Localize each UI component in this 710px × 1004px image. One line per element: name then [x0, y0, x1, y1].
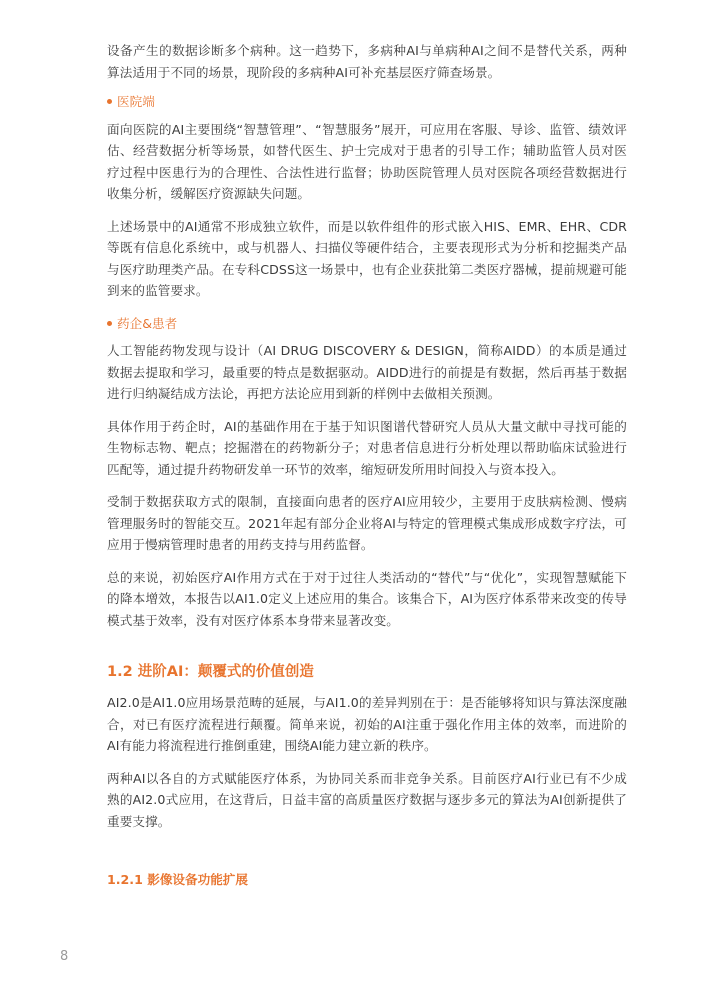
paragraph-hospital-1: 面向医院的AI主要围绕“智慧管理”、“智慧服务”展开，可应用在客服、导诊、监管、绩效评估、经营数据分析等场景，如替代医生、护士完成对于患者的引导工作；辅助监管人员对医疗过程中医患行为的合理性、合法性进行监督；协助医院管理人员对医院各项经营数据进行收集分析，缓解医疗资源缺失问题。 [107, 121, 627, 201]
paragraph-ai2-2: 两种AI以各自的方式赋能医疗体系，为协同关系而非竞争关系。目前医疗AI行业已有不少成熟的AI2.0式应用，在这背后，日益丰富的高质量医疗数据与逐步多元的算法为AI创新提供了重要支撑。 [107, 770, 627, 829]
subsection-title: 1.2.1 影像设备功能扩展 [107, 872, 248, 887]
bullet-dot-icon [107, 99, 112, 104]
page-content [107, 40, 627, 890]
bullet-heading-hospital [107, 91, 627, 113]
paragraph-summary: 总的来说，初始医疗AI作用方式在于对于过往人类活动的“替代”与“优化”，实现智慧赋能下的降本增效，本报告以AI1.0定义上述应用的集合。该集合下，AI为医疗体系带来改变的传导模式基于效率，没有对医疗体系本身带来显著改变。 [107, 569, 627, 628]
bullet-heading-pharma [107, 313, 627, 335]
section-title: 1.2 进阶AI：颠覆式的价值创造 [107, 664, 314, 680]
bullet-heading-hospital-label: 医院端 [117, 94, 155, 109]
page-number: 8 [60, 949, 69, 964]
bullet-heading-pharma-label: 药企&患者 [117, 315, 178, 331]
paragraph-hospital-2: 上述场景中的AI通常不形成独立软件，而是以软件组件的形式嵌入HIS、EMR、EHR、CDR等既有信息化系统中，或与机器人、扫描仪等硬件结合，主要表现形式为分析和挖掘类产品与医疗助理类产品。在专科CDSS这一场景中，也有企业获批第二类医疗器械，提前规避可能到来的监管要求。 [107, 218, 627, 298]
paragraph-pharma-1: 人工智能药物发现与设计（AI DRUG DISCOVERY & DESIGN，简称AIDD）的本质是通过数据去提取和学习，最重要的特点是数据驱动。AIDD进行的前提是有数据，然后再基于数据进行归纳凝结成方法论，再把方法论应用到新的样例中去做相关预测。 [107, 343, 627, 401]
paragraph-patient: 受制于数据获取方式的限制，直接面向患者的医疗AI应用较少，主要用于皮肤病检测、慢病管理服务时的智能交互。2021年起有部分企业将AI与特定的管理模式集成形成数字疗法，可应用于慢病管理时患者的用药支持与用药监督。 [107, 494, 627, 552]
bullet-dot-icon [107, 321, 112, 326]
paragraph-pharma-2: 具体作用于药企时，AI的基础作用在于基于知识图谱代替研究人员从大量文献中寻找可能的生物标志物、靶点；挖掘潜在的药物新分子；对患者信息进行分析处理以帮助临床试验进行匹配等，通过提升药物研发单一环节的效率，缩短研发所用时间投入与资本投入。 [107, 418, 627, 477]
paragraph-intro: 设备产生的数据诊断多个病种。这一趋势下，多病种AI与单病种AI之间不是替代关系，两种算法适用于不同的场景，现阶段的多病种AI可补充基层医疗筛查场景。 [107, 43, 627, 80]
paragraph-ai2-1: AI2.0是AI1.0应用场景范畴的延展，与AI1.0的差异判别在于：是否能够将知识与算法深度融合，对已有医疗流程进行颠覆。简单来说，初始的AI注重于强化作用主体的效率，而进阶的AI有能力将流程进行推倒重建，围绕AI能力建立新的秩序。 [107, 695, 627, 753]
